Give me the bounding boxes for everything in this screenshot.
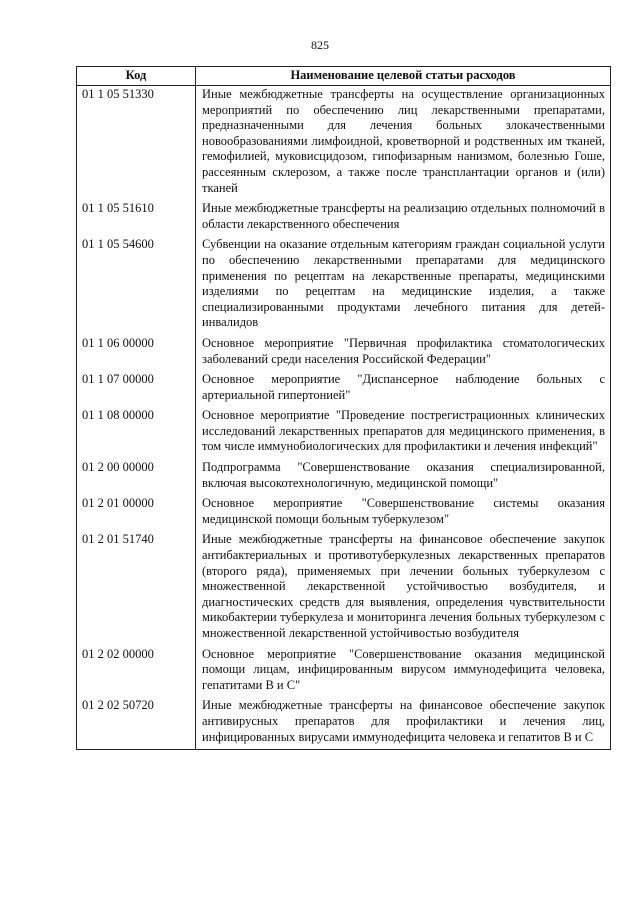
row-code: 01 1 06 00000 (77, 335, 196, 371)
row-name: Основное мероприятие "Совершенствование оказания медицинской помощи лицам, инфицированным вирусом иммунодефицита человека, гепатитами В и С" (196, 646, 611, 698)
table-row (77, 459, 611, 495)
row-code: 01 2 01 51740 (77, 531, 196, 645)
table-row (77, 697, 611, 749)
row-name: Иные межбюджетные трансферты на финансовое обеспечение закупок антивирусных препаратов для профилактики и лечения лиц, инфицированных вирусами иммунодефицита человека и гепатитов В и С (196, 697, 611, 749)
header-name: Наименование целевой статьи расходов (196, 67, 611, 86)
row-code: 01 1 05 51330 (77, 86, 196, 201)
row-name: Основное мероприятие "Проведение пострегистрационных клинических исследований лекарственных препаратов для медицинского применения, в том числе иммунобиологических для профилактики и лечения инфекций" (196, 407, 611, 459)
row-name: Иные межбюджетные трансферты на финансовое обеспечение закупок антибактериальных и противотуберкулезных лекарственных препаратов (второго ряда), применяемых при лечении больных туберкулезом с множественной лекарственной устойчивостью возбудителя, и диагностических средств для выявления, определения чувствительности микобактерии туберкулеза и мониторинга лечения больных туберкулезом с множественной лекарственной устойчивостью возбудителя (196, 531, 611, 645)
table-row (77, 646, 611, 698)
row-name: Основное мероприятие "Диспансерное наблюдение больных с артериальной гипертонией" (196, 371, 611, 407)
table-row (77, 371, 611, 407)
row-name: Иные межбюджетные трансферты на реализацию отдельных полномочий в области лекарственного обеспечения (196, 200, 611, 236)
row-code: 01 1 05 54600 (77, 236, 196, 335)
table-header-row (77, 67, 611, 86)
header-code: Код (77, 67, 196, 86)
row-name: Основное мероприятие "Совершенствование системы оказания медицинской помощи больным туберкулезом" (196, 495, 611, 531)
table-body (77, 86, 611, 750)
row-name: Иные межбюджетные трансферты на осуществление организационных мероприятий по обеспечению лиц лекарственными препаратами, предназначенными для лечения больных злокачественными новообразованиями лимфоидной, кроветворной и родственных им тканей, гемофилией, муковисцидозом, гипофизарным нанизмом, болезнью Гоше, рассеянным склерозом, а также после трансплантации органов и (или) тканей (196, 86, 611, 201)
table-row (77, 86, 611, 201)
row-name: Субвенции на оказание отдельным категориям граждан социальной услуги по обеспечению лекарственными препаратами для медицинского применения по рецептам на лекарственные препараты, медицинскими изделиями по рецептам на медицинские изделия, а также специализированными продуктами лечебного питания для детей-инвалидов (196, 236, 611, 335)
row-code: 01 1 05 51610 (77, 200, 196, 236)
row-code: 01 1 07 00000 (77, 371, 196, 407)
table-row (77, 236, 611, 335)
table-row (77, 531, 611, 645)
row-code: 01 2 01 00000 (77, 495, 196, 531)
table-row (77, 407, 611, 459)
row-name: Подпрограмма "Совершенствование оказания специализированной, включая высокотехнологичную, медицинской помощи" (196, 459, 611, 495)
row-code: 01 1 08 00000 (77, 407, 196, 459)
budget-items-table (76, 66, 611, 750)
row-name: Основное мероприятие "Первичная профилактика стоматологических заболеваний среди населения Российской Федерации" (196, 335, 611, 371)
table-row (77, 495, 611, 531)
table-row (77, 200, 611, 236)
row-code: 01 2 02 50720 (77, 697, 196, 749)
page-number: 825 (311, 38, 329, 52)
row-code: 01 2 00 00000 (77, 459, 196, 495)
row-code: 01 2 02 00000 (77, 646, 196, 698)
table-row (77, 335, 611, 371)
